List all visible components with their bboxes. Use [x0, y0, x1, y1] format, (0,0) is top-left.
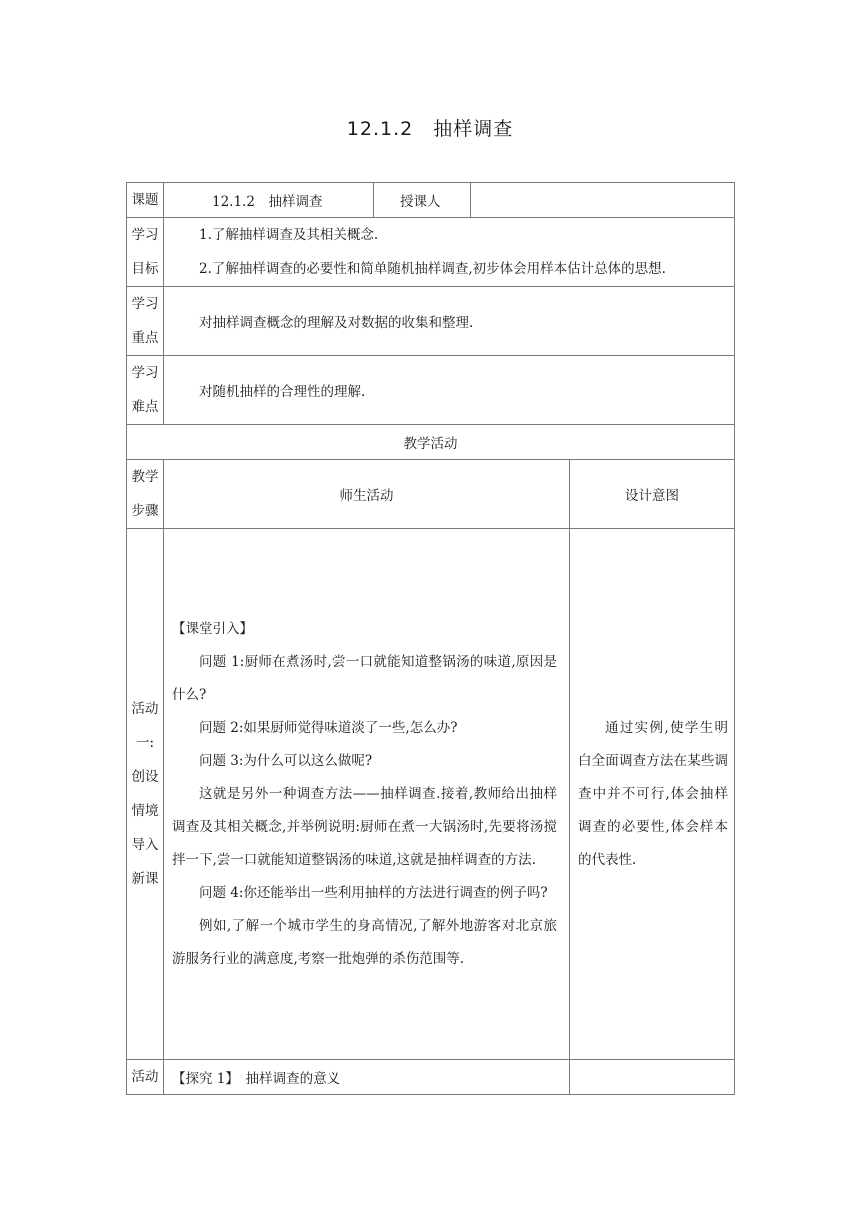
difficulties-content: 对随机抽样的合理性的理解.: [164, 356, 735, 425]
key-points-label: 学习 重点: [127, 287, 164, 356]
teacher-label: 授课人: [374, 183, 471, 218]
step-column-label: 教学 步骤: [127, 460, 164, 529]
activity1-paragraph: 这就是另外一种调查方法——抽样调查.接着,教师给出抽样调查及其相关概念,并举例说明:厨师在煮一大锅汤时,先要将汤搅拌一下,尝一口就能知道整锅汤的味道,这就是抽样调查的方法.: [172, 785, 557, 868]
activity-column-label: 师生活动: [164, 460, 570, 529]
topic-row: [127, 183, 735, 218]
columns-row: [127, 460, 735, 529]
activity1-label: 活动 一: 创设 情境 导入 新课: [127, 529, 164, 1060]
difficulties-label: 学习 难点: [127, 356, 164, 425]
page-title: 12.1.2 抽样调查: [346, 118, 514, 140]
goals-content: [164, 218, 735, 287]
teaching-activity-row: [127, 425, 735, 460]
difficulties-row: [127, 356, 735, 425]
activity2-intent: [570, 1060, 735, 1095]
activity1-paragraph: 问题 4:你还能举出一些利用抽样的方法进行调查的例子吗?: [199, 884, 548, 901]
goals-label: 学习 目标: [127, 218, 164, 287]
goal-item: 1.了解抽样调查及其相关概念.: [199, 227, 379, 243]
activity1-row: [127, 529, 735, 1060]
activity1-paragraph: 问题 3:为什么可以这么做呢?: [199, 752, 373, 769]
activity1-paragraph: 例如,了解一个城市学生的身高情况,了解外地游客对北京旅游服务行业的满意度,考察一批炮弹的杀伤范围等.: [172, 917, 557, 967]
key-points-row: [127, 287, 735, 356]
lesson-plan-table: [126, 182, 735, 1095]
activity2-row: [127, 1060, 735, 1095]
activity1-heading: 【课堂引入】: [172, 620, 253, 637]
activity2-heading: 【探究 1】 抽样调查的意义: [164, 1060, 570, 1095]
activity1-paragraph: 问题 1:厨师在煮汤时,尝一口就能知道整锅汤的味道,原因是什么?: [172, 653, 557, 703]
activity1-intent: 通过实例,使学生明白全面调查方法在某些调查中并不可行,体会抽样调查的必要性,体会样本的代表性.: [570, 529, 735, 1060]
teacher-value: [471, 183, 735, 218]
activity2-label: 活动: [127, 1060, 164, 1095]
activity1-content: [164, 529, 570, 1060]
topic-value: 12.1.2 抽样调查: [164, 183, 374, 218]
goals-row: [127, 218, 735, 287]
teaching-activity-heading: 教学活动: [127, 425, 735, 460]
goal-item: 2.了解抽样调查的必要性和简单随机抽样调查,初步体会用样本估计总体的思想.: [199, 261, 666, 277]
key-points-content: 对抽样调查概念的理解及对数据的收集和整理.: [164, 287, 735, 356]
intent-column-label: 设计意图: [570, 460, 735, 529]
topic-label: 课题: [127, 183, 164, 218]
activity1-paragraph: 问题 2:如果厨师觉得味道淡了一些,怎么办?: [199, 719, 458, 736]
